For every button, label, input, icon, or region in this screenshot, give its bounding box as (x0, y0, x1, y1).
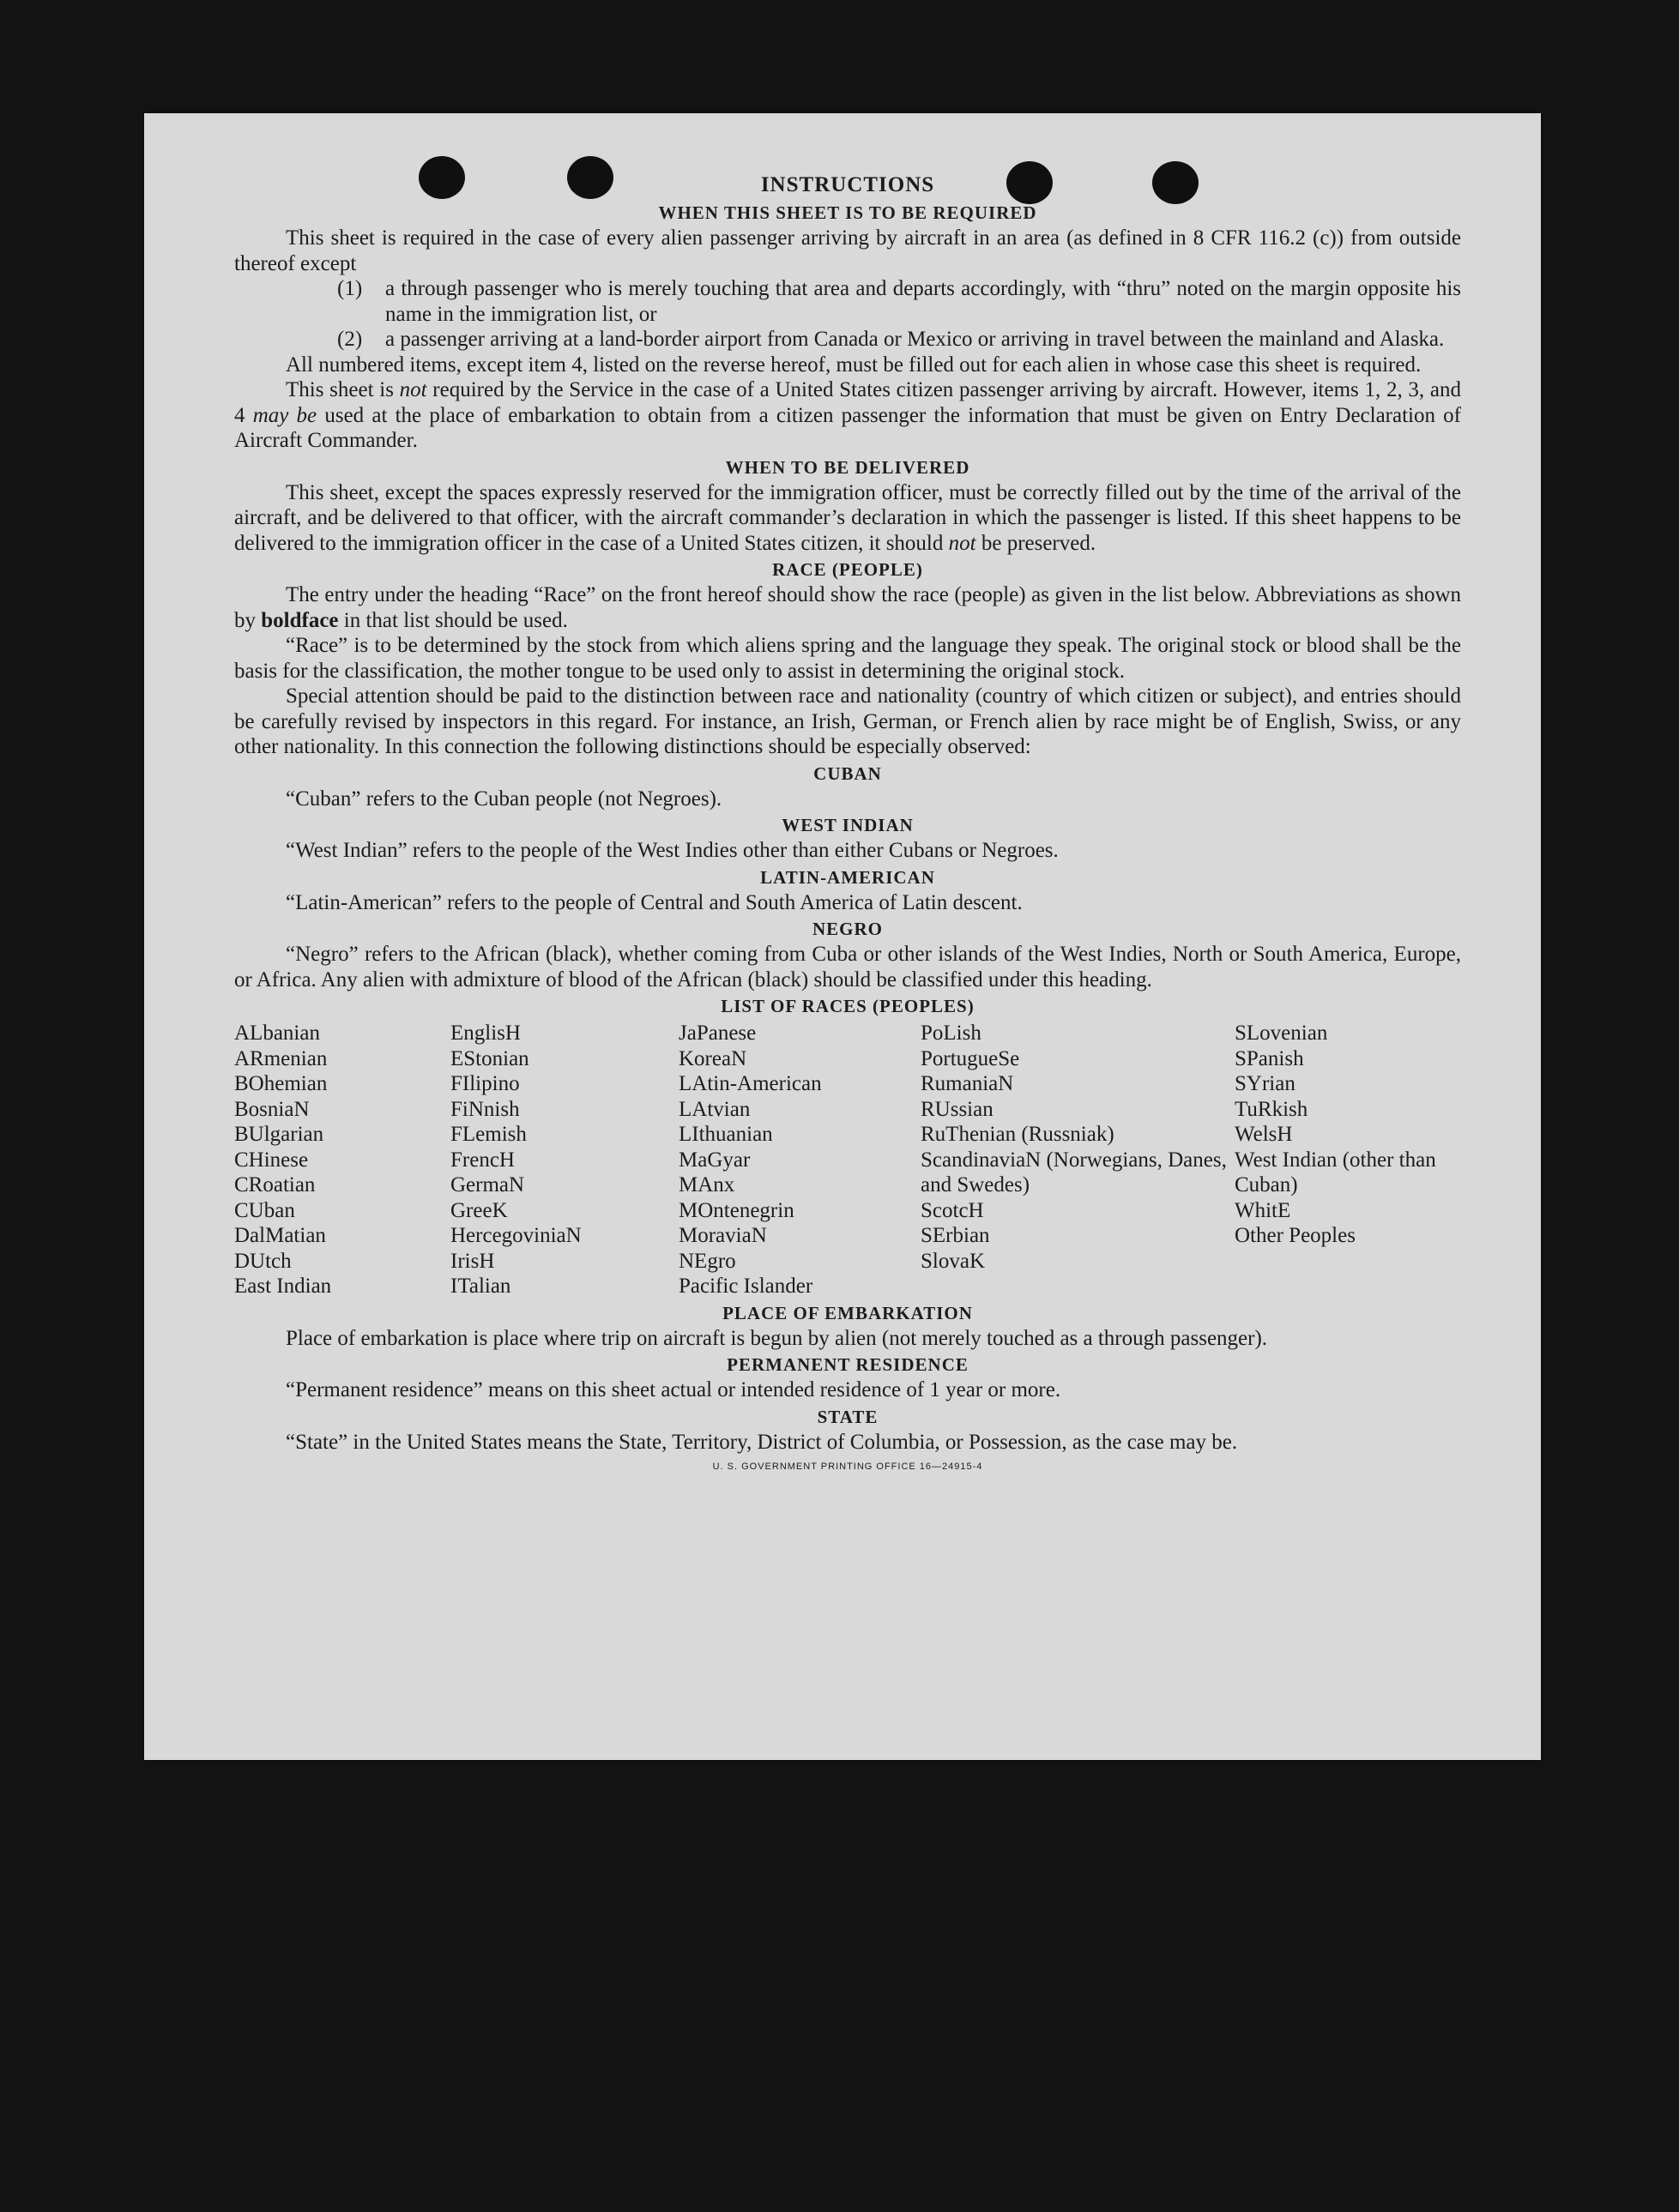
race-entry: IrisH (450, 1249, 495, 1273)
race-entry: WelsH (1235, 1123, 1293, 1146)
race-entry: TuRkish (1235, 1097, 1308, 1121)
race-entry: FrencH (450, 1148, 515, 1172)
race-entry: Pacific Islander (679, 1275, 813, 1298)
section-heading-latin-american: LATIN-AMERICAN (760, 866, 935, 888)
text-run: be preserved. (975, 531, 1096, 555)
text-run: This sheet is (286, 378, 400, 401)
text-run: in that list should be used. (338, 608, 568, 632)
race-entry: FIlipino (450, 1072, 520, 1095)
item-number: (1) (337, 277, 363, 300)
race-entry: LAtvian (679, 1097, 751, 1121)
race-entry: HercegoviniaN (450, 1224, 582, 1247)
delivery-paragraph (234, 480, 1461, 557)
race-entry: MaGyar (679, 1148, 751, 1172)
residence-definition: “Permanent residence” means on this sheet actual or intended residence of 1 year or more. (286, 1378, 1061, 1401)
race-entry: JaPanese (679, 1022, 757, 1045)
race-entry: RuThenian (Russniak) (921, 1123, 1114, 1146)
race-entry: West Indian (other than Cuban) (1235, 1148, 1436, 1196)
race-entry: GermaN (450, 1173, 525, 1196)
item-text: a passenger arriving at a land-border airport from Canada or Mexico or arriving in travel between the mainland and Alaska. (385, 328, 1445, 351)
text-run: The entry under the heading “Race” on the front hereof should show the race (people) as given in the list below. Abbreviations as shown by (234, 583, 1461, 632)
section-heading-state: STATE (817, 1406, 879, 1427)
race-entry: ALbanian (234, 1022, 320, 1045)
emphasis-not: not (399, 378, 427, 401)
race-entry: CUban (234, 1198, 295, 1222)
printing-office-footer: U. S. GOVERNMENT PRINTING OFFICE 16—24915-4 (712, 1462, 983, 1472)
race-entry: ITalian (450, 1275, 511, 1298)
text-run: required by the Service in the case of a United States citizen passenger arriving by aircraft. However, items 1, 2, 3, and 4 (234, 378, 1461, 427)
race-entry: SLovenian (1235, 1022, 1328, 1045)
when-required-intro: This sheet is required in the case of every alien passenger arriving by aircraft in an area (as defined in 8 CFR 116.2 (c)) from outside thereof except (234, 226, 1461, 275)
race-entry: FiNnish (450, 1097, 520, 1121)
race-entry: CRoatian (234, 1173, 316, 1196)
race-entry: DalMatian (234, 1224, 326, 1247)
exception-item (337, 276, 1461, 327)
emphasis-may-be: may be (252, 403, 317, 427)
race-entry: MoraviaN (679, 1224, 767, 1247)
instructions-content (234, 173, 1461, 1472)
races-list (234, 1021, 1461, 1299)
race-entry: MOntenegrin (679, 1198, 794, 1222)
race-entry: SlovaK (921, 1249, 985, 1273)
text-run: This sheet, except the spaces expressly reserved for the immigration officer, must be correctly filled out by the time of the arrival of the aircraft, and be delivered to that officer, with the aircraft commander’s declaration in which the passenger is listed. If this sheet happens to be delivered to the immigration officer in the case of a United States citizen, it should (234, 480, 1461, 555)
race-entry: ScotcH (921, 1198, 984, 1222)
section-heading-cuban: CUBAN (813, 762, 882, 784)
section-heading-race: RACE (PEOPLE) (772, 559, 923, 580)
exception-item (337, 327, 1461, 353)
form-sheet (144, 113, 1541, 1760)
race-paragraph-1 (234, 582, 1461, 633)
race-entry: MAnx (679, 1173, 735, 1196)
races-column (234, 1021, 450, 1299)
page-title: INSTRUCTIONS (760, 173, 935, 196)
race-entry: NEgro (679, 1249, 736, 1273)
race-entry: LIthuanian (679, 1123, 773, 1146)
race-paragraph-2: “Race” is to be determined by the stock from which aliens spring and the language they speak. The original stock or blood shall be the basis for the classification, the mother tongue to be used only to assist in determining the original stock. (234, 634, 1461, 683)
latin-american-definition: “Latin-American” refers to the people of Central and South America of Latin descent. (286, 890, 1023, 914)
race-entry: LAtin-American (679, 1072, 822, 1095)
race-entry: BOhemian (234, 1072, 328, 1095)
race-entry: ARmenian (234, 1046, 328, 1070)
section-heading-list-of-races: LIST OF RACES (PEOPLES) (721, 996, 975, 1016)
section-heading-negro: NEGRO (812, 919, 883, 939)
cuban-definition: “Cuban” refers to the Cuban people (not Negroes). (286, 787, 722, 811)
race-entry: EStonian (450, 1046, 529, 1070)
section-heading-west-indian: WEST INDIAN (782, 815, 914, 835)
section-heading-when-delivered: WHEN TO BE DELIVERED (725, 456, 970, 478)
item-text: a through passenger who is merely touching that area and departs accordingly, with “thru” noted on the margin opposite his name in the immigration list, or (385, 277, 1461, 326)
text-run: used at the place of embarkation to obtain from a citizen passenger the information that must be given on Entry Declaration of Aircraft Commander. (234, 403, 1462, 452)
race-entry: PoLish (921, 1022, 981, 1045)
section-heading-permanent-residence: PERMANENT RESIDENCE (727, 1354, 969, 1375)
negro-definition: “Negro” refers to the African (black), whether coming from Cuba or other islands of the West Indies, North or South America, Europe, or Africa. Any alien with admixture of blood of the African (black) should be classified under this heading. (234, 943, 1461, 991)
race-entry: DUtch (234, 1249, 292, 1273)
numbered-items-paragraph: All numbered items, except item 4, listed on the reverse hereof, must be filled out for each alien in whose case this sheet is required. (286, 353, 1422, 377)
race-entry: CHinese (234, 1148, 309, 1172)
race-entry: Other Peoples (1235, 1224, 1356, 1247)
race-paragraph-3: Special attention should be paid to the distinction between race and nationality (country of which citizen or subject), and entries should be carefully revised by inspectors in this regard. For instance, an Irish, German, or French alien by race might be of English, Swiss, or any other nationality. In this connection the following distinctions should be especially observed: (234, 684, 1461, 758)
races-column (679, 1021, 921, 1299)
races-column (921, 1021, 1235, 1299)
race-entry: SErbian (921, 1224, 990, 1247)
race-entry: PortugueSe (921, 1046, 1020, 1070)
embarkation-definition: Place of embarkation is place where trip on aircraft is begun by alien (not merely touched as a through passenger). (286, 1326, 1268, 1350)
race-entry: BUlgarian (234, 1123, 324, 1146)
race-entry: RumaniaN (921, 1072, 1014, 1095)
emphasis-not: not (948, 531, 976, 555)
emphasis-boldface: boldface (261, 608, 339, 632)
race-entry: KoreaN (679, 1046, 747, 1070)
race-entry: FLemish (450, 1123, 527, 1146)
section-heading-when-required: WHEN THIS SHEET IS TO BE REQUIRED (658, 202, 1037, 223)
race-entry: RUssian (921, 1097, 994, 1121)
race-entry: East Indian (234, 1275, 332, 1298)
races-column (450, 1021, 679, 1299)
race-entry: WhitE (1235, 1198, 1291, 1222)
race-entry: SYrian (1235, 1072, 1295, 1095)
race-entry: BosniaN (234, 1097, 310, 1121)
race-entry: SPanish (1235, 1046, 1304, 1070)
west-indian-definition: “West Indian” refers to the people of the West Indies other than either Cubans or Negroes. (286, 839, 1059, 862)
race-entry: EnglisH (450, 1022, 521, 1045)
race-entry: GreeK (450, 1198, 508, 1222)
race-entry: ScandinaviaN (Norwegians, Danes, and Swedes) (921, 1148, 1227, 1196)
section-heading-embarkation: PLACE OF EMBARKATION (722, 1302, 973, 1323)
races-column (1235, 1021, 1461, 1299)
item-number: (2) (337, 328, 363, 351)
citizen-paragraph (234, 377, 1461, 454)
state-definition: “State” in the United States means the State, Territory, District of Columbia, or Possession, as the case may be. (286, 1430, 1238, 1454)
